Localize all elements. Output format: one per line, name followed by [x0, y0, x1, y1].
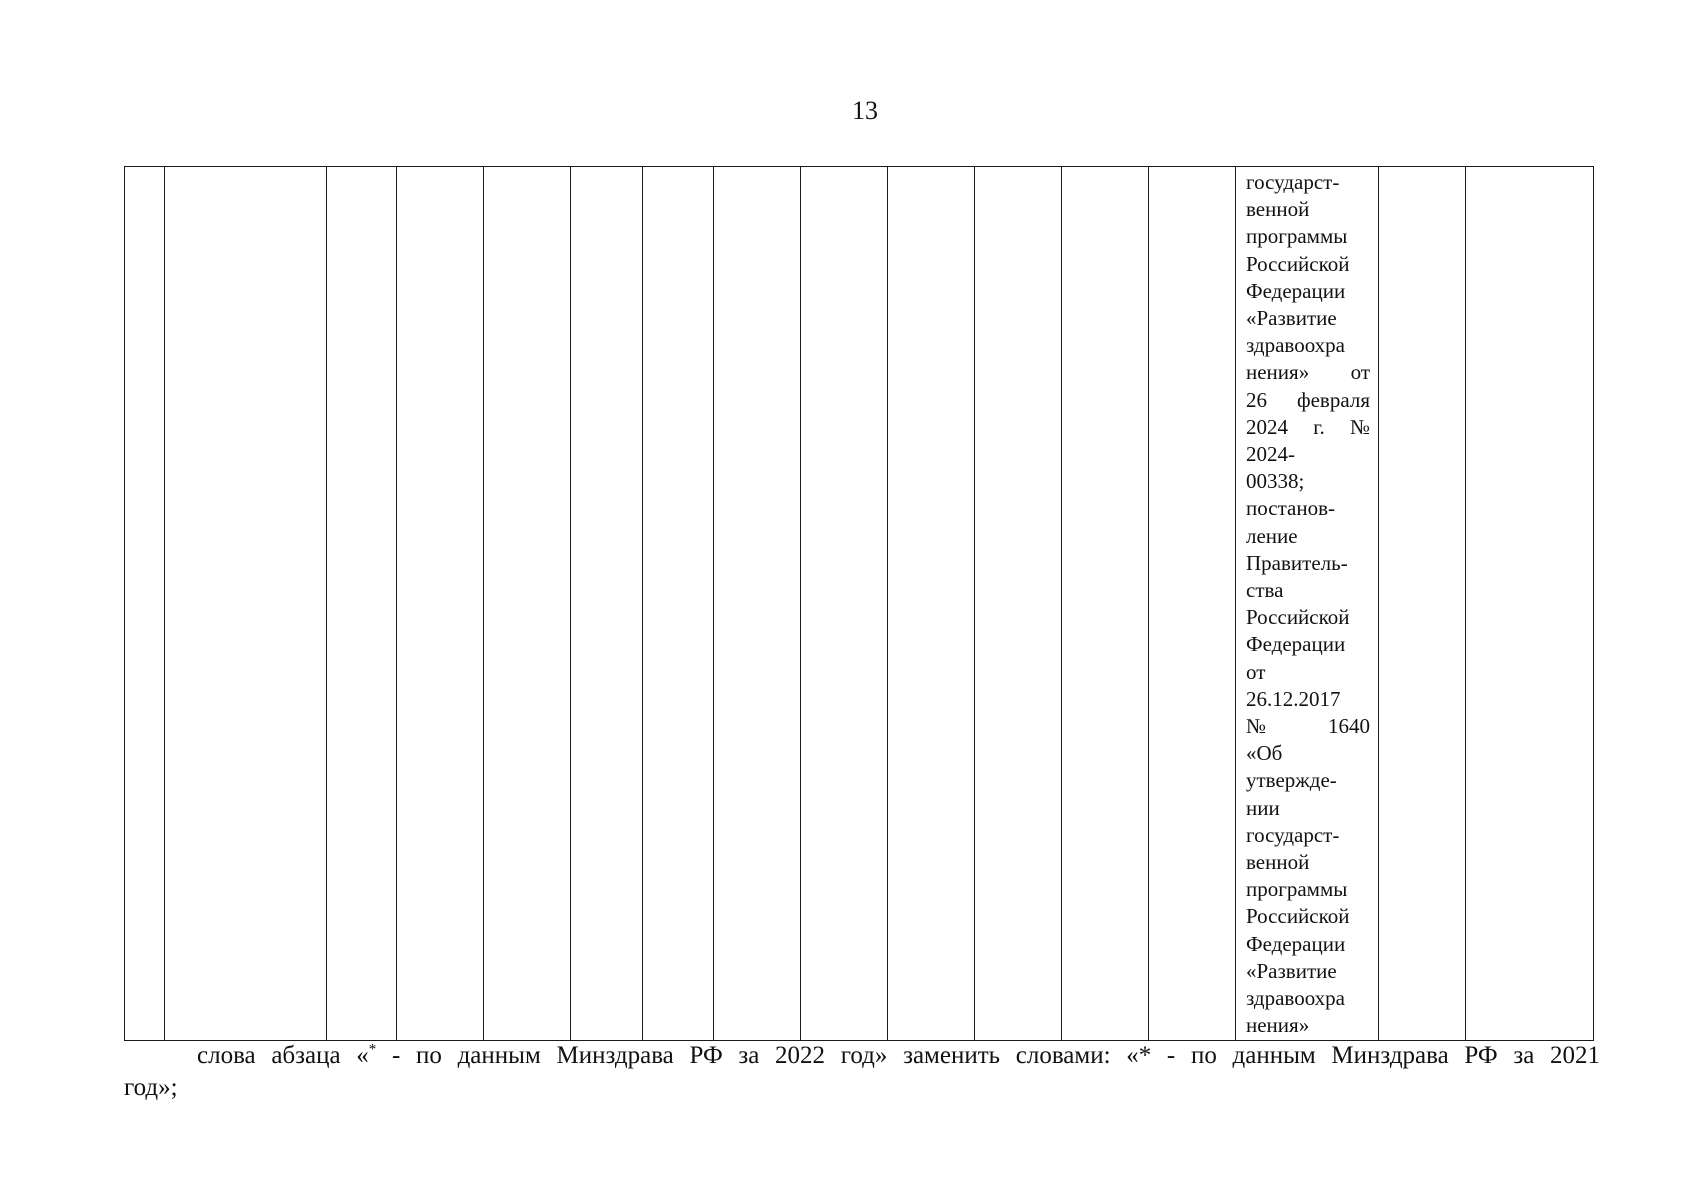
cell-text-line: 2024- — [1246, 442, 1295, 467]
cell-text-line — [1246, 713, 1370, 740]
cell-text-line: венной — [1246, 850, 1310, 875]
cell-text-line: Федерации — [1246, 632, 1346, 657]
cell-text-line: «Об — [1246, 741, 1283, 766]
cell-text-line: нии — [1246, 795, 1280, 820]
cell-text-line: постанов- — [1246, 496, 1335, 521]
cell-text-line: Российской — [1246, 251, 1350, 276]
cell-word: г. — [1313, 414, 1325, 439]
table-cell — [397, 167, 484, 1041]
document-table — [124, 166, 1594, 1041]
cell-text-line: здравоохра — [1246, 986, 1345, 1011]
table-cell — [165, 167, 327, 1041]
footnote-mark: * — [368, 1041, 377, 1058]
cell-text-line: «Развитие — [1246, 958, 1337, 983]
cell-text-line: Федерации — [1246, 931, 1346, 956]
cell-text-line — [1246, 414, 1370, 441]
cell-word: 2024 — [1246, 414, 1288, 439]
program-reference-cell — [1236, 167, 1379, 1041]
amendment-line-2: год»; — [124, 1074, 178, 1101]
cell-text-line: нения» — [1246, 1013, 1310, 1038]
amendment-paragraph — [124, 1040, 1600, 1104]
table-cell — [888, 167, 975, 1041]
cell-word: февраля — [1297, 387, 1370, 412]
amendment-line-1 — [124, 1040, 1600, 1072]
table-cell — [571, 167, 643, 1041]
cell-text-line: 26.12.2017 — [1246, 686, 1341, 711]
cell-text-line: программы — [1246, 877, 1348, 902]
table-cell — [714, 167, 801, 1041]
cell-text-line: здравоохра — [1246, 333, 1345, 358]
cell-word: № — [1246, 714, 1267, 739]
page-number: 13 — [852, 96, 878, 125]
table-cell — [1149, 167, 1236, 1041]
table-cell — [1466, 167, 1594, 1041]
cell-text-line: 00338; — [1246, 469, 1305, 494]
table-cell — [1062, 167, 1149, 1041]
cell-text-line — [1246, 359, 1370, 386]
table-row — [125, 167, 1594, 1041]
cell-text-line: утвержде- — [1246, 768, 1337, 793]
cell-text-line: Российской — [1246, 605, 1350, 630]
cell-word: 26 — [1246, 387, 1267, 412]
amendment-text-end: - по данным Минздрава РФ за 2022 год» заменить словами: «* - по данным Минздрава РФ за 2021 — [376, 1042, 1600, 1069]
table-cell — [484, 167, 571, 1041]
table-cell — [125, 167, 165, 1041]
table-cell — [1379, 167, 1466, 1041]
cell-text-line: Правитель- — [1246, 550, 1348, 575]
cell-word: 1640 — [1328, 714, 1370, 739]
cell-text-line — [1246, 387, 1370, 414]
cell-word: от — [1350, 360, 1370, 385]
cell-text-line: Российской — [1246, 904, 1350, 929]
cell-word: № — [1349, 414, 1370, 439]
amendment-text-start: слова абзаца « — [197, 1042, 369, 1069]
cell-text-line: ление — [1246, 523, 1298, 548]
cell-text-line: государст- — [1246, 170, 1340, 194]
table-cell — [975, 167, 1062, 1041]
cell-text-line: «Развитие — [1246, 306, 1337, 331]
cell-text-line: ства — [1246, 578, 1284, 603]
table-cell — [801, 167, 888, 1041]
cell-text-line: от — [1246, 659, 1266, 684]
cell-text-line: Федерации — [1246, 278, 1346, 303]
table-cell — [643, 167, 714, 1041]
cell-text-line: программы — [1246, 224, 1348, 249]
cell-text-line: государст- — [1246, 822, 1340, 847]
cell-word: нения» — [1246, 360, 1310, 385]
cell-text-line: венной — [1246, 197, 1310, 222]
table-cell — [327, 167, 397, 1041]
